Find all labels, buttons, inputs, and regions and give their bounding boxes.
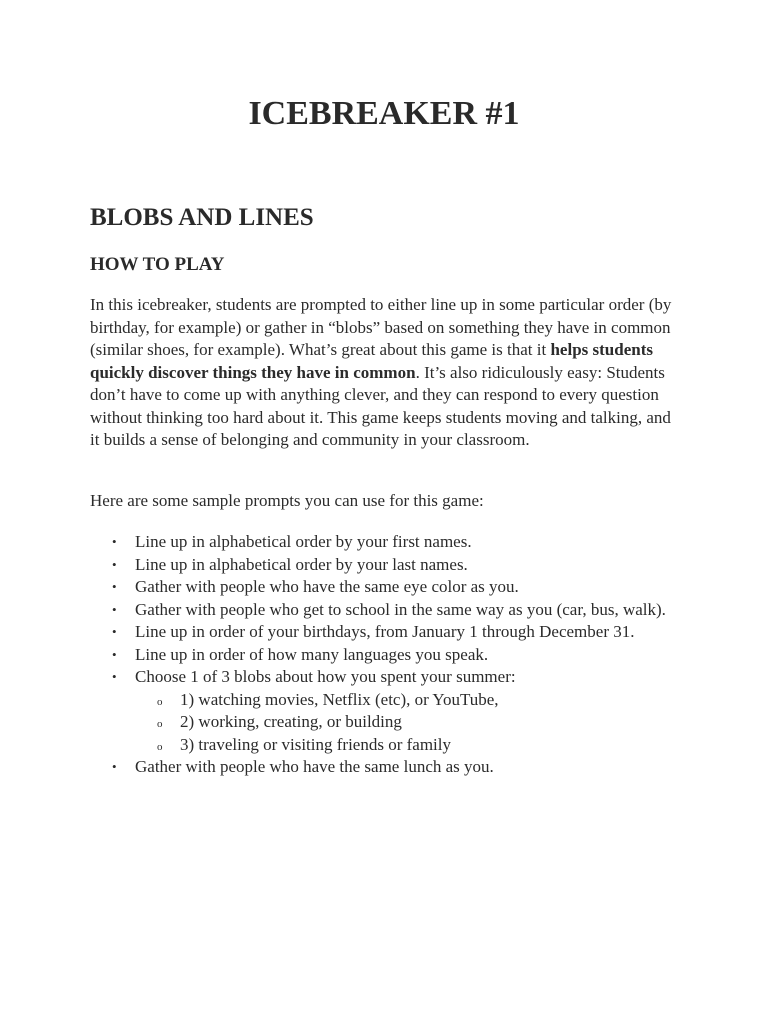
list-item-text: Choose 1 of 3 blobs about how you spent your summer:: [135, 667, 516, 686]
bullet-icon: •: [112, 669, 117, 684]
list-item-text: Line up in order of how many languages you speak.: [135, 644, 489, 664]
sub-list-item-text: 3) traveling or visiting friends or family: [180, 734, 451, 754]
sub-list-item: [135, 711, 690, 734]
bullet-icon: •: [112, 579, 117, 594]
intro-text-part2: . It’s also ridiculously easy: Students don’t have to come up with anything clever, and they can respond to every question without thinking too hard about it. This game keeps students moving and talking, and it builds a sense of belonging and community in your classroom.: [90, 362, 671, 449]
sub-list-item-text: 1) watching movies, Netflix (etc), or YouTube,: [180, 689, 499, 709]
bullet-icon: •: [112, 646, 117, 662]
intro-text-part1: In this icebreaker, students are prompted to either line up in some particular order (by birthday, for example) or gather in “blobs” based on something they have in common (similar shoes, for example). What’s great about this game is that it: [90, 295, 672, 359]
sub-list-item: [135, 689, 690, 712]
list-item-text: Gather with people who have the same eye color as you.: [135, 577, 519, 596]
list-item-text: Line up in alphabetical order by your first names.: [135, 532, 472, 551]
bullet-icon: •: [112, 601, 117, 617]
circle-bullet-icon: o: [157, 740, 163, 753]
list-item: [90, 599, 690, 622]
subsection-title: HOW TO PLAY: [90, 254, 225, 275]
list-item: [90, 621, 690, 644]
section-title: BLOBS AND LINES: [90, 204, 314, 231]
prompts-intro-text: Here are some sample prompts you can use for this game:: [90, 491, 484, 510]
list-item-text: Line up in order of your birthdays, from January 1 through December 31.: [135, 622, 635, 641]
sub-list-item-text: 2) working, creating, or building: [180, 712, 402, 731]
intro-paragraph: [90, 294, 680, 452]
list-item: [90, 756, 690, 779]
prompt-list: [90, 531, 690, 779]
summer-options-list: [135, 689, 690, 757]
bullet-icon: •: [112, 534, 117, 549]
bullet-icon: •: [112, 759, 117, 774]
list-item: [90, 644, 690, 667]
circle-bullet-icon: o: [157, 718, 163, 730]
circle-bullet-icon: o: [157, 695, 163, 708]
list-item: [90, 576, 690, 599]
list-item-text: Gather with people who have the same lunch as you.: [135, 757, 494, 776]
page-title: ICEBREAKER #1: [248, 95, 520, 132]
list-item-text: Gather with people who get to school in the same way as you (car, bus, walk).: [135, 599, 666, 619]
intro-bold-text: helps students quickly discover things they have in common: [90, 340, 653, 382]
list-item: [90, 531, 690, 554]
list-item: [90, 666, 690, 756]
bullet-icon: •: [112, 556, 117, 572]
bullet-icon: •: [112, 624, 117, 639]
list-item: [90, 554, 690, 577]
sub-list-item: [135, 734, 690, 757]
list-item-text: Line up in alphabetical order by your last names.: [135, 554, 468, 574]
